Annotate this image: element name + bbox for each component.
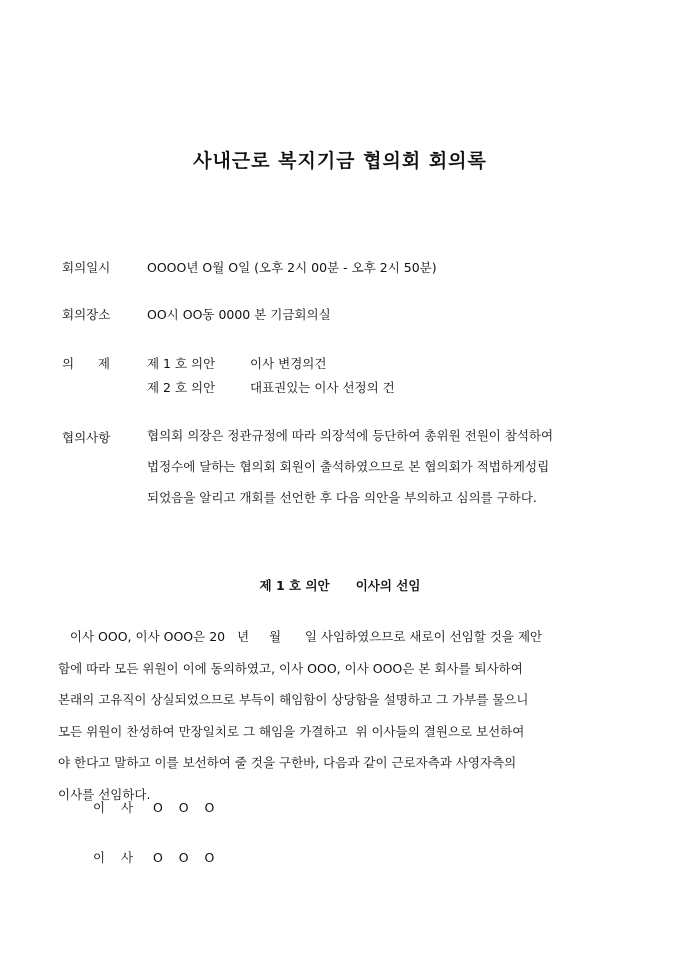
proceedings-line: 협의회 의장은 정관규정에 따라 의장석에 등단하여 총위원 전원이 참석하여 (147, 428, 554, 443)
meeting-place-label: 회의장소 (62, 307, 111, 322)
paragraph-line: 모든 위원이 찬성하여 만장일치로 그 해임을 가결하고 위 이사들의 결원으로 보선하여 (58, 723, 525, 739)
agenda-label: 의 제 (62, 356, 110, 371)
proceedings-label: 협의사항 (62, 430, 111, 445)
meeting-place-value: OO시 OO동 0000 본 기금회의실 (147, 307, 331, 322)
paragraph-line: 이사를 선임하다. (58, 786, 151, 802)
paragraph-line: 야 한다고 말하고 이를 보선하여 줄 것을 구한바, 다음과 같이 근로자측과 사영자측의 (58, 755, 517, 770)
signer-row (93, 848, 214, 866)
signer-role: 이 사 (93, 850, 134, 865)
proceedings-line: 법정수에 달하는 협의회 회원이 출석하였으므로 본 협의회가 적법하게성립 (147, 459, 550, 474)
document-title: 사내근로 복지기금 협의회 회의록 (193, 150, 487, 172)
proceedings-text (147, 420, 617, 513)
paragraph-line: 본래의 고유직이 상실되었으므로 부득이 해임함이 상당함을 설명하고 그 가부를 물으니 (58, 692, 529, 707)
agenda-item-2-subject: 대표권있는 이사 선정의 건 (250, 380, 395, 395)
meeting-date-value: OOOO년 O월 O일 (오후 2시 00분 - 오후 2시 50분) (147, 260, 437, 275)
paragraph-line: 함에 따라 모든 위원이 이에 동의하였고, 이사 OOO, 이사 OOO은 본 회사를 퇴사하여 (58, 660, 523, 676)
agenda-item-2-no: 제 2 호 의안 (147, 380, 216, 395)
signer-row (93, 798, 214, 816)
signer-role: 이 사 (93, 800, 134, 815)
agenda-item-1-no: 제 1 호 의안 (147, 356, 216, 371)
proceedings-line: 되었음을 알리고 개회를 선언한 후 다음 의안을 부의하고 심의를 구하다. (147, 490, 537, 505)
paragraph-line: 이사 OOO, 이사 OOO은 20 년 월 일 사임하였으므로 새로이 선임할 것을 제안 (58, 629, 543, 644)
meeting-date-label: 회의일시 (62, 260, 111, 275)
signer-name: O O O (153, 850, 215, 865)
section-paragraph (58, 621, 620, 810)
section-title: 제 1 호 의안 이사의 선임 (259, 578, 421, 593)
signer-name: O O O (153, 800, 215, 815)
agenda-item-1-subject: 이사 변경의건 (250, 356, 327, 371)
